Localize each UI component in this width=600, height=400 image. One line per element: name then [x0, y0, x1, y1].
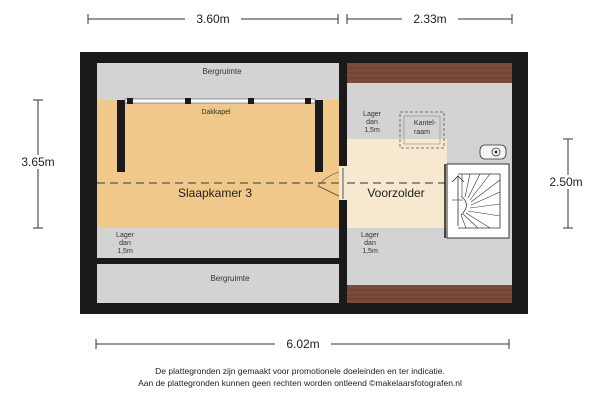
svg-text:dan: dan	[364, 240, 376, 247]
dimension-top-left-label: 3.60m	[196, 12, 230, 26]
boiler-icon	[480, 145, 506, 159]
room-label-voorzolder: Voorzolder	[367, 186, 425, 200]
dimension-left	[12, 100, 64, 228]
kantelraam-label-line2: raam	[414, 129, 430, 136]
room-label-slaapkamer: Slaapkamer 3	[177, 186, 253, 200]
slaapkamer-floor	[97, 130, 339, 228]
svg-text:1,5m: 1,5m	[117, 248, 133, 255]
dimension-top-left	[88, 12, 338, 26]
dimension-bottom-label: 6.02m	[286, 337, 320, 351]
dimension-left-label: 3.65m	[21, 155, 55, 169]
dormer-wall-right	[315, 100, 323, 172]
dakkapel-window	[125, 98, 315, 104]
bergruimte-bottom-wall	[97, 258, 339, 264]
room-label-bergruimte-top: Bergruimte	[202, 67, 242, 76]
dimension-top-right	[347, 12, 512, 26]
svg-text:Lager: Lager	[363, 111, 381, 118]
room-label-dakkapel: Dakkapel	[201, 109, 231, 116]
svg-text:dan: dan	[366, 119, 378, 126]
dormer-wall-left	[117, 100, 125, 172]
roof-bottom	[347, 285, 512, 303]
kantelraam-label-line1: Kantel-	[413, 120, 437, 127]
svg-text:Lager: Lager	[116, 232, 134, 239]
svg-text:Lager: Lager	[361, 232, 379, 239]
dimension-right	[540, 139, 596, 228]
room-label-bergruimte-bottom: Bergruimte	[210, 274, 250, 283]
disclaimer-line-1: De plattegronden zijn gemaakt voor promotionele doeleinden en ter indicatie.	[155, 366, 445, 376]
roof-top	[347, 63, 512, 83]
disclaimer-line-2: Aan de plattegronden kunnen geen rechten worden ontleend ©makelaarsfotografen.nl	[138, 378, 462, 388]
dimension-right-label: 2.50m	[549, 175, 583, 189]
svg-text:1,5m: 1,5m	[364, 127, 380, 134]
svg-text:1,5m: 1,5m	[362, 248, 378, 255]
svg-text:dan: dan	[119, 240, 131, 247]
dimension-bottom	[96, 337, 509, 351]
dimension-top-right-label: 2.33m	[413, 12, 447, 26]
staircase	[447, 164, 509, 238]
